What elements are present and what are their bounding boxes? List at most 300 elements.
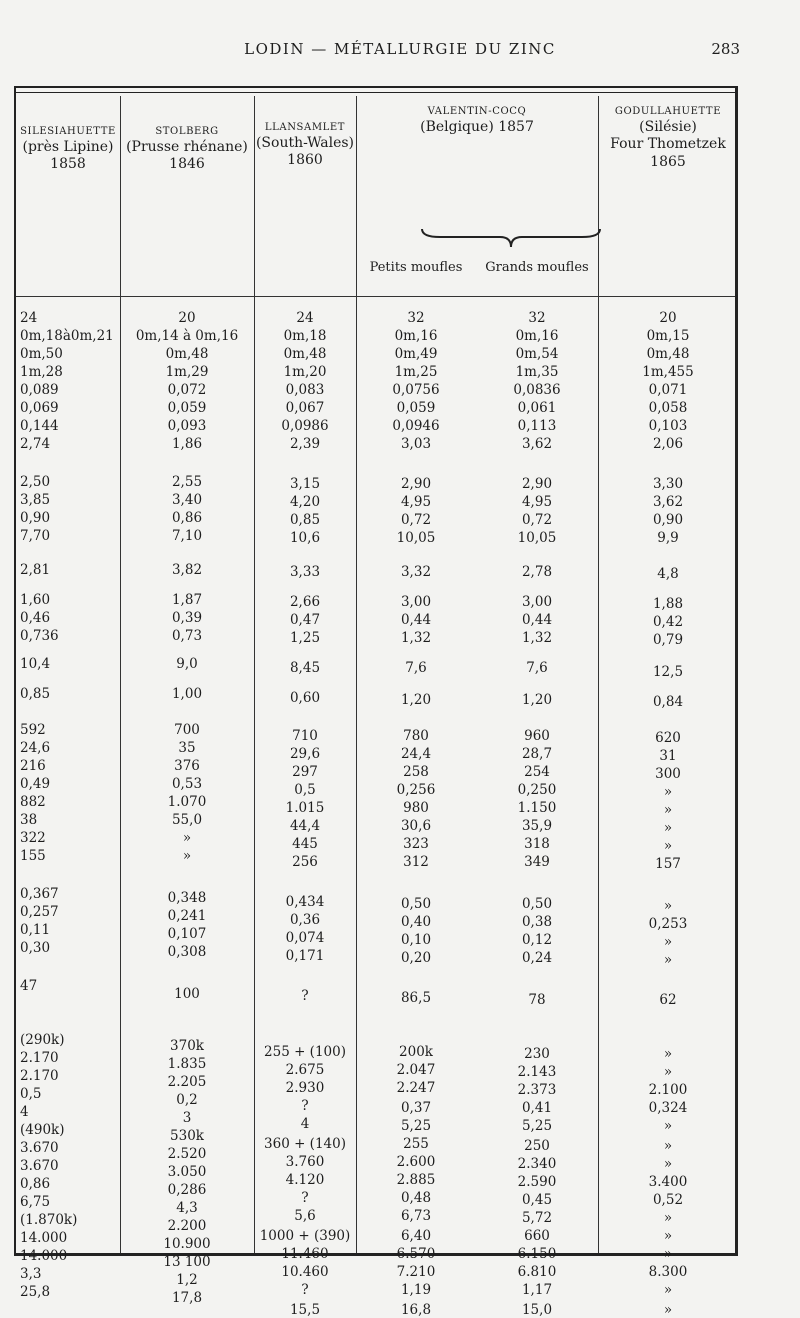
table-cell: 4,8 [657, 566, 679, 582]
table-cell: 1,2 [176, 1272, 198, 1288]
table-cell: » [663, 1228, 673, 1244]
table-cell: » [663, 1046, 673, 1062]
table-cell: ? [301, 1282, 309, 1298]
table-cell: » [663, 784, 673, 800]
table-cell: 0,093 [167, 418, 207, 434]
table-cell: 0,90 [652, 512, 684, 528]
table-cell: 200k [399, 1044, 433, 1060]
table-cell: 4 [20, 1104, 29, 1120]
table-cell: 0,0836 [513, 382, 561, 398]
table-cell: 3,15 [289, 476, 321, 492]
table-cell: 155 [20, 848, 46, 864]
table-cell: 6,40 [400, 1228, 432, 1244]
table-cell: 0,79 [652, 632, 684, 648]
table-cell: 0,86 [20, 1176, 51, 1192]
table-cell: 2.600 [396, 1154, 436, 1170]
table-cell: 10,4 [20, 656, 51, 672]
table-cell: 255 [403, 1136, 429, 1152]
table-cell: 0,90 [20, 510, 51, 526]
table-cell: » [663, 1118, 673, 1134]
table-cell: 0,083 [285, 382, 325, 398]
table-cell: 7,70 [20, 528, 51, 544]
table-cell: 0,24 [521, 950, 553, 966]
table-cell: 0m,48 [283, 346, 327, 362]
table-cell: 5,25 [521, 1118, 553, 1134]
header-llansamlet [254, 122, 356, 170]
table-cell: 0,059 [396, 400, 436, 416]
table-cell: » [663, 934, 673, 950]
table-cell: » [182, 830, 192, 846]
table-cell: 35,9 [521, 818, 553, 834]
header-name: STOLBERG [155, 126, 219, 137]
table-cell: 2.675 [285, 1062, 325, 1078]
table-cell: 2.930 [285, 1080, 325, 1096]
table-cell: 8.300 [648, 1264, 688, 1280]
table-cell: 1m,20 [283, 364, 327, 380]
header-name: SILESIAHUETTE [20, 126, 116, 137]
table-cell: 55,0 [171, 812, 203, 828]
table-cell: 3.400 [648, 1174, 688, 1190]
table-cell: 1,25 [289, 630, 321, 646]
table-cell: 0,60 [289, 690, 321, 706]
table-cell: 0,434 [285, 894, 325, 910]
table-cell: 0,42 [652, 614, 684, 630]
table-cell: 13 100 [163, 1254, 211, 1270]
header-rule [16, 296, 735, 297]
table-cell: 0m,48 [646, 346, 690, 362]
table-cell: » [663, 838, 673, 854]
table-cell: 31 [659, 748, 677, 764]
table-cell: 3,03 [400, 436, 432, 452]
table-cell: 1,20 [400, 692, 432, 708]
table-cell: 0,257 [20, 904, 59, 920]
table-cell: 1m,35 [515, 364, 559, 380]
table-cell: 0,49 [20, 776, 51, 792]
table-cell: 32 [528, 310, 546, 326]
table-cell: 4,95 [400, 494, 432, 510]
table-cell: 0,069 [20, 400, 59, 416]
table-cell: 0m,18 [283, 328, 327, 344]
table-cell: 62 [659, 992, 677, 1008]
table-cell: 3,62 [652, 494, 684, 510]
table-cell: 2.200 [167, 1218, 207, 1234]
header-year: 1865 [650, 153, 686, 170]
table-cell: 6.570 [396, 1246, 436, 1262]
table-cell: 3,3 [20, 1266, 42, 1282]
table-cell: 3,85 [20, 492, 51, 508]
table-cell: 9,9 [657, 530, 679, 546]
table-cell: 0,058 [648, 400, 688, 416]
table-cell: 0,36 [289, 912, 321, 928]
header-year: 1860 [287, 152, 323, 168]
table-cell: 2.247 [396, 1080, 436, 1096]
table-cell: 2.170 [20, 1050, 59, 1066]
table-cell: 29,6 [289, 746, 321, 762]
table-cell: 0,2 [176, 1092, 198, 1108]
table-cell: 0m,16 [515, 328, 559, 344]
table-cell: 0,071 [648, 382, 688, 398]
table-cell: 2,78 [521, 564, 553, 580]
table-cell: 28,7 [521, 746, 553, 762]
header-year: 1858 [50, 156, 86, 172]
table-cell: 32 [407, 310, 425, 326]
table-cell: 0,45 [521, 1192, 553, 1208]
table-cell: 2.143 [517, 1064, 557, 1080]
table-cell: 0,46 [20, 610, 51, 626]
table-cell: 660 [524, 1228, 550, 1244]
table-cell: 230 [524, 1046, 550, 1062]
header-name: GODULLAHUETTE [614, 106, 722, 117]
table-cell: 0,074 [285, 930, 325, 946]
table-cell: 7,10 [171, 528, 203, 544]
table-cell: » [182, 848, 192, 864]
table-cell: ? [301, 1190, 309, 1206]
table-cell: » [663, 1246, 673, 1262]
table-cell: 7,6 [405, 660, 427, 676]
table-cell: 0,072 [167, 382, 207, 398]
table-cell: 2,55 [171, 474, 203, 490]
table-cell: 300 [655, 766, 681, 782]
table-cell: 0,308 [167, 944, 207, 960]
table-cell: 2,90 [400, 476, 432, 492]
table-cell: 1,86 [171, 436, 203, 452]
table-cell: 17,8 [171, 1290, 203, 1306]
table-cell: 1m,28 [20, 364, 63, 380]
table-cell: 318 [524, 836, 550, 852]
table-cell: 14.000 [20, 1230, 68, 1246]
table-cell: 0,72 [400, 512, 432, 528]
table-cell: 1,32 [521, 630, 553, 646]
table-cell: 35 [178, 740, 196, 756]
table-cell: 0,144 [20, 418, 59, 434]
table-cell: 0m,50 [20, 346, 63, 362]
table-cell: 0,107 [167, 926, 207, 942]
table-cell: 3,30 [652, 476, 684, 492]
table-cell: 0,11 [20, 922, 51, 938]
table-cell: 1,60 [20, 592, 51, 608]
table-cell: 3,40 [171, 492, 203, 508]
table-cell: » [663, 1210, 673, 1226]
table-cell: 25,8 [20, 1284, 51, 1300]
table-cell: 297 [292, 764, 318, 780]
table-cell: 3 [182, 1110, 192, 1126]
table-cell: 1,00 [171, 686, 203, 702]
table-cell: 0,286 [167, 1182, 207, 1198]
table-cell: 3.670 [20, 1140, 59, 1156]
table-cell: 0,0946 [392, 418, 440, 434]
table-cell: » [663, 1064, 673, 1080]
table-cell: 0,5 [294, 782, 316, 798]
table-cell: 12,5 [652, 664, 684, 680]
table-cell: 16,8 [400, 1302, 432, 1318]
table-cell: 0,39 [171, 610, 203, 626]
table-cell: 0,5 [20, 1086, 42, 1102]
table-cell: » [663, 898, 673, 914]
table-cell: 2,66 [289, 594, 321, 610]
table-cell: 0,73 [171, 628, 203, 644]
table-cell: 1m,25 [394, 364, 438, 380]
table-cell: 0,171 [285, 948, 325, 964]
table-cell: 255 + (100) [264, 1044, 346, 1060]
table-cell: » [663, 1138, 673, 1154]
table-cell: 1000 + (390) [259, 1228, 351, 1244]
table-cell: 0,250 [517, 782, 557, 798]
table-cell: 0,44 [400, 612, 432, 628]
table-cell: 6,75 [20, 1194, 51, 1210]
table-cell: 1.070 [167, 794, 207, 810]
table-cell: 0,38 [521, 914, 553, 930]
table-cell: 710 [292, 728, 318, 744]
table-cell: 0,067 [285, 400, 325, 416]
table-cell: 0,48 [400, 1190, 432, 1206]
table-cell: 256 [292, 854, 318, 870]
table-cell: 2,06 [652, 436, 684, 452]
table-cell: 1,19 [400, 1282, 432, 1298]
table-cell: 10,6 [289, 530, 321, 546]
header-name: LLANSAMLET [264, 122, 346, 133]
table-cell: (490k) [20, 1122, 65, 1138]
table-cell: 4,95 [521, 494, 553, 510]
table-cell: 0m,48 [165, 346, 209, 362]
table-cell: 0,12 [521, 932, 553, 948]
header-stolberg [120, 126, 254, 174]
brace-icon [420, 227, 602, 249]
table-cell: 2.885 [396, 1172, 436, 1188]
table-cell: 1,20 [521, 692, 553, 708]
table-cell: 530k [170, 1128, 204, 1144]
table-cell: 20 [659, 310, 677, 326]
table-cell: 0,52 [652, 1192, 684, 1208]
table-cell: 10,05 [396, 530, 436, 546]
table-cell: 445 [292, 836, 318, 852]
top-double-rule [16, 92, 735, 93]
table-cell: 24 [20, 310, 38, 326]
table-cell: 2.047 [396, 1062, 436, 1078]
table-cell: 780 [403, 728, 429, 744]
table-cell: ? [301, 1098, 309, 1114]
table-cell: 370k [170, 1038, 204, 1054]
table-cell: 6,73 [400, 1208, 432, 1224]
table-cell: 6.810 [517, 1264, 557, 1280]
table-cell: 592 [20, 722, 46, 738]
table-cell: 0,241 [167, 908, 207, 924]
page-title: LODIN — MÉTALLURGIE DU ZINC [244, 40, 556, 58]
table-cell: 0,50 [400, 896, 432, 912]
table-cell: 0m,15 [646, 328, 690, 344]
table-cell: 0,41 [521, 1100, 553, 1116]
table-cell: 0,256 [396, 782, 436, 798]
table-cell: 0m,16 [394, 328, 438, 344]
table-cell: 960 [524, 728, 550, 744]
table-cell: 7,6 [526, 660, 548, 676]
table-cell: 0,37 [400, 1100, 432, 1116]
table-cell: 3,33 [289, 564, 321, 580]
table-cell: 44,4 [289, 818, 321, 834]
table-cell: 2.100 [648, 1082, 688, 1098]
table-cell: 4 [300, 1116, 310, 1132]
table-cell: 20 [178, 310, 196, 326]
table-cell: 0,113 [517, 418, 557, 434]
table-cell: 4.120 [285, 1172, 325, 1188]
table-cell: 0,736 [20, 628, 59, 644]
header-region: (Belgique) 1857 [420, 118, 534, 135]
table-cell: » [663, 952, 673, 968]
header-valentin-cocq [356, 106, 598, 136]
table-cell: 11.460 [281, 1246, 329, 1262]
table-cell: 0,84 [652, 694, 684, 710]
table-cell: 254 [524, 764, 550, 780]
table-cell: 0m,54 [515, 346, 559, 362]
table-cell: 1,32 [400, 630, 432, 646]
table-cell: 4,3 [176, 1200, 198, 1216]
table-cell: 8,45 [289, 660, 321, 676]
table-cell: 323 [403, 836, 429, 852]
table-cell: 0m,14 à 0m,16 [135, 328, 239, 344]
table-cell: 24,4 [400, 746, 432, 762]
table-cell: 0,089 [20, 382, 59, 398]
table-cell: 9,0 [176, 656, 198, 672]
table-cell: 2,50 [20, 474, 51, 490]
table-cell: 2,74 [20, 436, 51, 452]
table-cell: 10.900 [163, 1236, 211, 1252]
table-cell: 0,72 [521, 512, 553, 528]
table-cell: 3,62 [521, 436, 553, 452]
table-cell: 322 [20, 830, 46, 846]
table-cell: » [663, 1156, 673, 1172]
header-silesiahuette [16, 126, 120, 174]
table-cell: 3,32 [400, 564, 432, 580]
table-cell: 1m,29 [165, 364, 209, 380]
table-cell: 3,82 [171, 562, 203, 578]
table-cell: 0,059 [167, 400, 207, 416]
header-year: 1846 [169, 156, 205, 172]
table-cell: 0,47 [289, 612, 321, 628]
table-cell: 3.670 [20, 1158, 59, 1174]
table-cell: 0,103 [648, 418, 688, 434]
table-cell: 349 [524, 854, 550, 870]
table-cell: 0,30 [20, 940, 51, 956]
table-cell: 2,39 [289, 436, 321, 452]
header-region: (Silésie) [639, 118, 697, 135]
table-cell: 15,5 [289, 1302, 321, 1318]
table-cell: 3.050 [167, 1164, 207, 1180]
table-cell: 0,324 [648, 1100, 688, 1116]
table-cell: 2,90 [521, 476, 553, 492]
table-cell: 47 [20, 978, 38, 994]
table-cell: 86,5 [400, 990, 432, 1006]
header-name: VALENTIN-COCQ [427, 106, 527, 117]
table-cell: 2.590 [517, 1174, 557, 1190]
header-furnace-type: Four Thometzek [610, 136, 726, 152]
table-cell: 3.760 [285, 1154, 325, 1170]
table-cell: 0,85 [289, 512, 321, 528]
table-cell: 0,348 [167, 890, 207, 906]
table-cell: 0,53 [171, 776, 203, 792]
table-cell: 0,50 [521, 896, 553, 912]
table-cell: » [663, 802, 673, 818]
table-cell: 2.170 [20, 1068, 59, 1084]
table-cell: 7.210 [396, 1264, 436, 1280]
table-cell: 1.835 [167, 1056, 207, 1072]
table-cell: 3,00 [400, 594, 432, 610]
table-cell: 2.520 [167, 1146, 207, 1162]
table-cell: 15,0 [521, 1302, 553, 1318]
table-cell: 0,44 [521, 612, 553, 628]
page-number: 283 [711, 40, 740, 58]
running-head [0, 40, 800, 66]
table-cell: 3,00 [521, 594, 553, 610]
table-cell: 0,0756 [392, 382, 440, 398]
table-cell: 620 [655, 730, 681, 746]
table-cell: 0m,18à0m,21 [20, 328, 114, 344]
header-godullahuette [598, 106, 738, 171]
table-cell: 14.000 [20, 1248, 68, 1264]
table-cell: 24 [296, 310, 314, 326]
header-region: (South-Wales) [255, 134, 355, 151]
table-cell: 10,05 [517, 530, 557, 546]
header-petits-moufles: Petits moufles [369, 260, 463, 275]
table-cell: 258 [403, 764, 429, 780]
table-cell: 5,6 [294, 1208, 316, 1224]
table-cell: 1,17 [521, 1282, 553, 1298]
table-cell: (290k) [20, 1032, 65, 1048]
header-grands-moufles: Grands moufles [485, 260, 589, 275]
table-cell: 1,88 [652, 596, 684, 612]
table-cell: 2.373 [517, 1082, 557, 1098]
table-cell: 2,81 [20, 562, 51, 578]
table-cell: 312 [403, 854, 429, 870]
table-cell: 0,40 [400, 914, 432, 930]
header-region: (Prusse rhénane) [126, 138, 248, 155]
table-cell: 1,87 [171, 592, 203, 608]
table-cell: 0,061 [517, 400, 557, 416]
table-cell: 1m,455 [642, 364, 694, 380]
table-cell: 0,86 [171, 510, 203, 526]
table-cell: 100 [174, 986, 200, 1002]
table-cell: » [663, 820, 673, 836]
table-cell: 2.205 [167, 1074, 207, 1090]
table-cell: 376 [174, 758, 200, 774]
table-cell: 0,20 [400, 950, 432, 966]
data-table [14, 86, 738, 1318]
table-cell: 0m,49 [394, 346, 438, 362]
table-cell: 6.150 [517, 1246, 557, 1262]
table-cell: 882 [20, 794, 46, 810]
table-cell: 0,10 [400, 932, 432, 948]
table-cell: 0,85 [20, 686, 51, 702]
table-cell: 2.340 [517, 1156, 557, 1172]
table-cell: 5,72 [521, 1210, 553, 1226]
table-cell: 10.460 [281, 1264, 329, 1280]
table-cell: ? [301, 988, 309, 1004]
table-cell: 4,20 [289, 494, 321, 510]
table-cell: 38 [20, 812, 38, 828]
table-cell: 157 [655, 856, 681, 872]
table-cell: 0,0986 [281, 418, 329, 434]
table-cell: 250 [524, 1138, 550, 1154]
table-cell: » [663, 1302, 673, 1318]
table-cell: 0,367 [20, 886, 59, 902]
header-region: (près Lipine) [22, 138, 114, 155]
table-cell: 24,6 [20, 740, 51, 756]
table-cell: 0,253 [648, 916, 688, 932]
table-cell: 5,25 [400, 1118, 432, 1134]
table-cell: 216 [20, 758, 46, 774]
table-cell: 1.015 [285, 800, 325, 816]
table-cell: 980 [403, 800, 429, 816]
table-cell: 30,6 [400, 818, 432, 834]
table-cell: (1.870k) [20, 1212, 78, 1228]
